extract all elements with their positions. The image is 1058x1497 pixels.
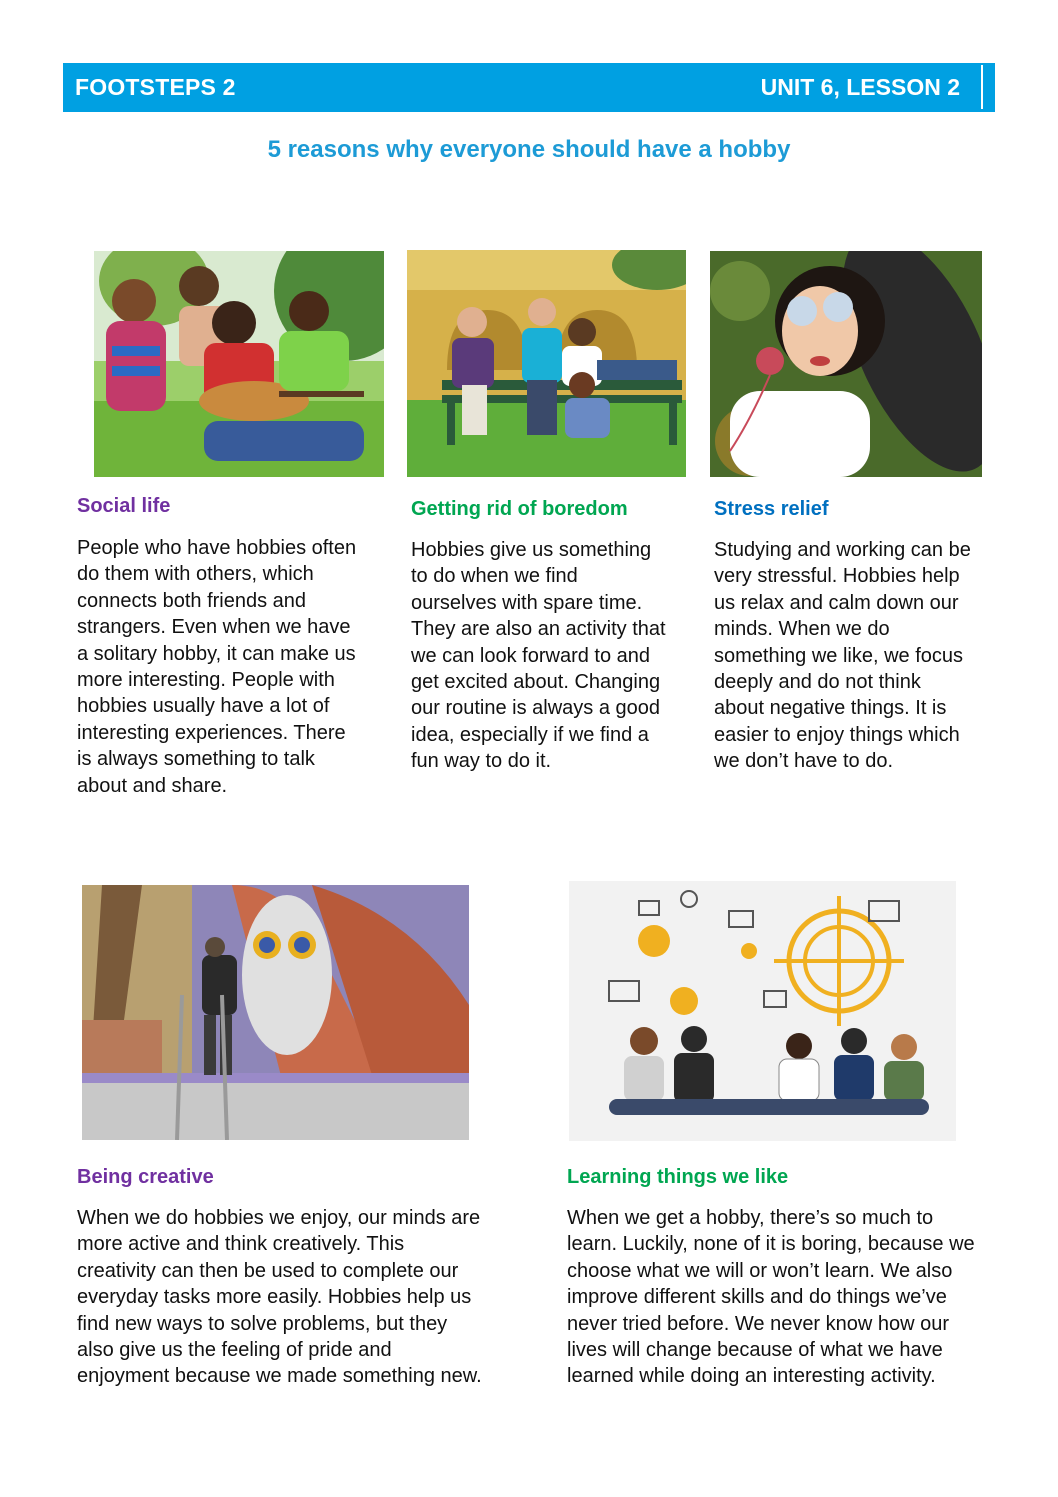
- section-heading-being-creative: Being creative: [77, 1166, 214, 1188]
- section-text-stress-relief: Studying and working can be very stressful. Hobbies help us relax and calm down our minds. When we do something we like, we focus deeply and do not think about negative things. It is easier to enjoy things which we don’t have to do.: [714, 539, 971, 773]
- section-text-social-life: People who have hobbies often do them with others, which connects both friends and strangers. Even when we have a solitary hobby, it can make us more interesting. People with hobbies usually have a lot of interesting experiences. There is always something to talk about and share.: [77, 537, 357, 797]
- header-bar: [63, 63, 995, 112]
- page-title: 5 reasons why everyone should have a hobby: [267, 136, 791, 163]
- girl-with-skateboard-photo: [710, 251, 982, 477]
- teens-on-bench-photo: [407, 250, 686, 477]
- section-heading-stress-relief: Stress relief: [714, 498, 829, 520]
- teens-playing-guitar-photo: [94, 251, 384, 477]
- students-studying-illustration: [569, 881, 956, 1141]
- section-text-being-creative: When we do hobbies we enjoy, our minds are more active and think creatively. This creativity can then be used to complete our everyday tasks more easily. Hobbies help us find new ways to solve problems, but they also give us the feeling of pride and enjoyment because we made something new.: [77, 1207, 482, 1388]
- header-divider: [981, 65, 983, 109]
- section-heading-boredom: Getting rid of boredom: [411, 498, 628, 520]
- section-text-learning: When we get a hobby, there’s so much to learn. Luckily, none of it is boring, because we choose what we will or won’t learn. We also improve different skills and do things we’ve never tried before. We never know how our lives will change because of what we have learned while doing an interesting activity.: [567, 1207, 975, 1388]
- section-heading-learning: Learning things we like: [567, 1166, 789, 1188]
- section-text-boredom: Hobbies give us something to do when we find ourselves with spare time. They are also an activity that we can look forward to and get excited about. Changing our routine is always a good idea, especially if we find a fun way to do it.: [411, 539, 666, 773]
- course-title: FOOTSTEPS 2: [75, 74, 236, 100]
- mural-painting-photo: [82, 885, 469, 1140]
- lesson-label: UNIT 6, LESSON 2: [760, 74, 960, 100]
- section-heading-social-life: Social life: [77, 495, 171, 517]
